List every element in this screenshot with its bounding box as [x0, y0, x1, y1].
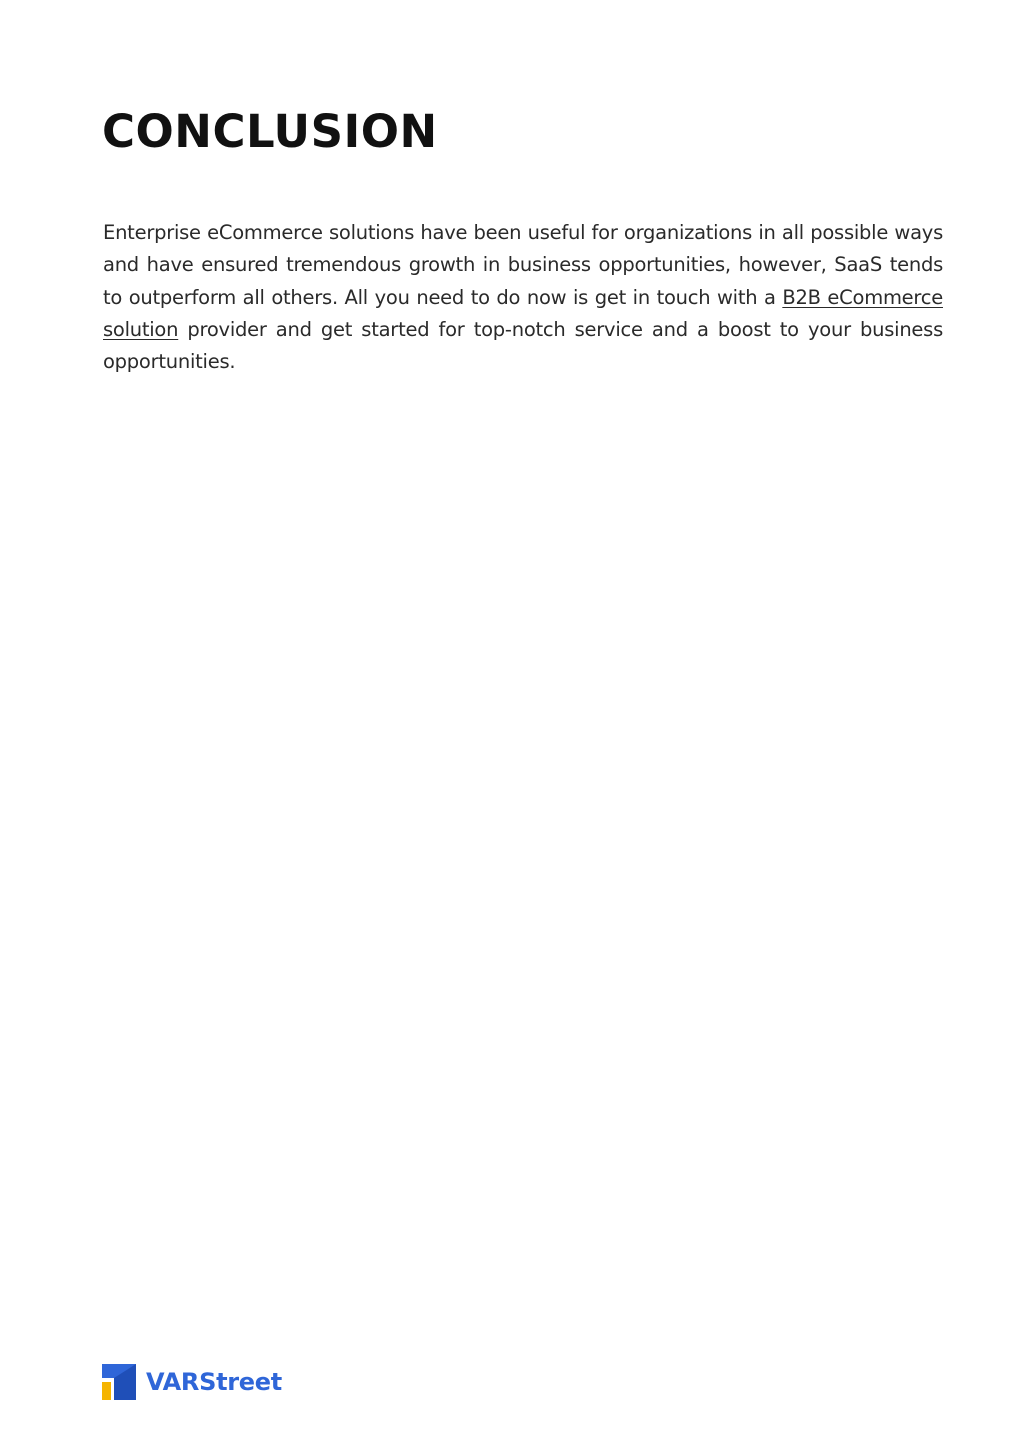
paragraph-text-before-link: Enterprise eCommerce solutions have been useful for organizations in all possible ways and have ensured tremendous growth in business opportunities, however, SaaS tends to outperform all others. All you need to do now is get in touch with a [103, 221, 943, 309]
footer-brand [102, 1364, 282, 1400]
b2b-ecommerce-solution-link[interactable]: B2B eCommerce solution [103, 285, 943, 341]
conclusion-paragraph [103, 217, 943, 378]
page-title: CONCLUSION [102, 105, 438, 158]
brand-name: VARStreet [146, 1368, 282, 1396]
paragraph-text-after-link: provider and get started for top-notch service and a boost to your business opportunities. [103, 317, 943, 374]
varstreet-logo-icon [102, 1364, 136, 1400]
